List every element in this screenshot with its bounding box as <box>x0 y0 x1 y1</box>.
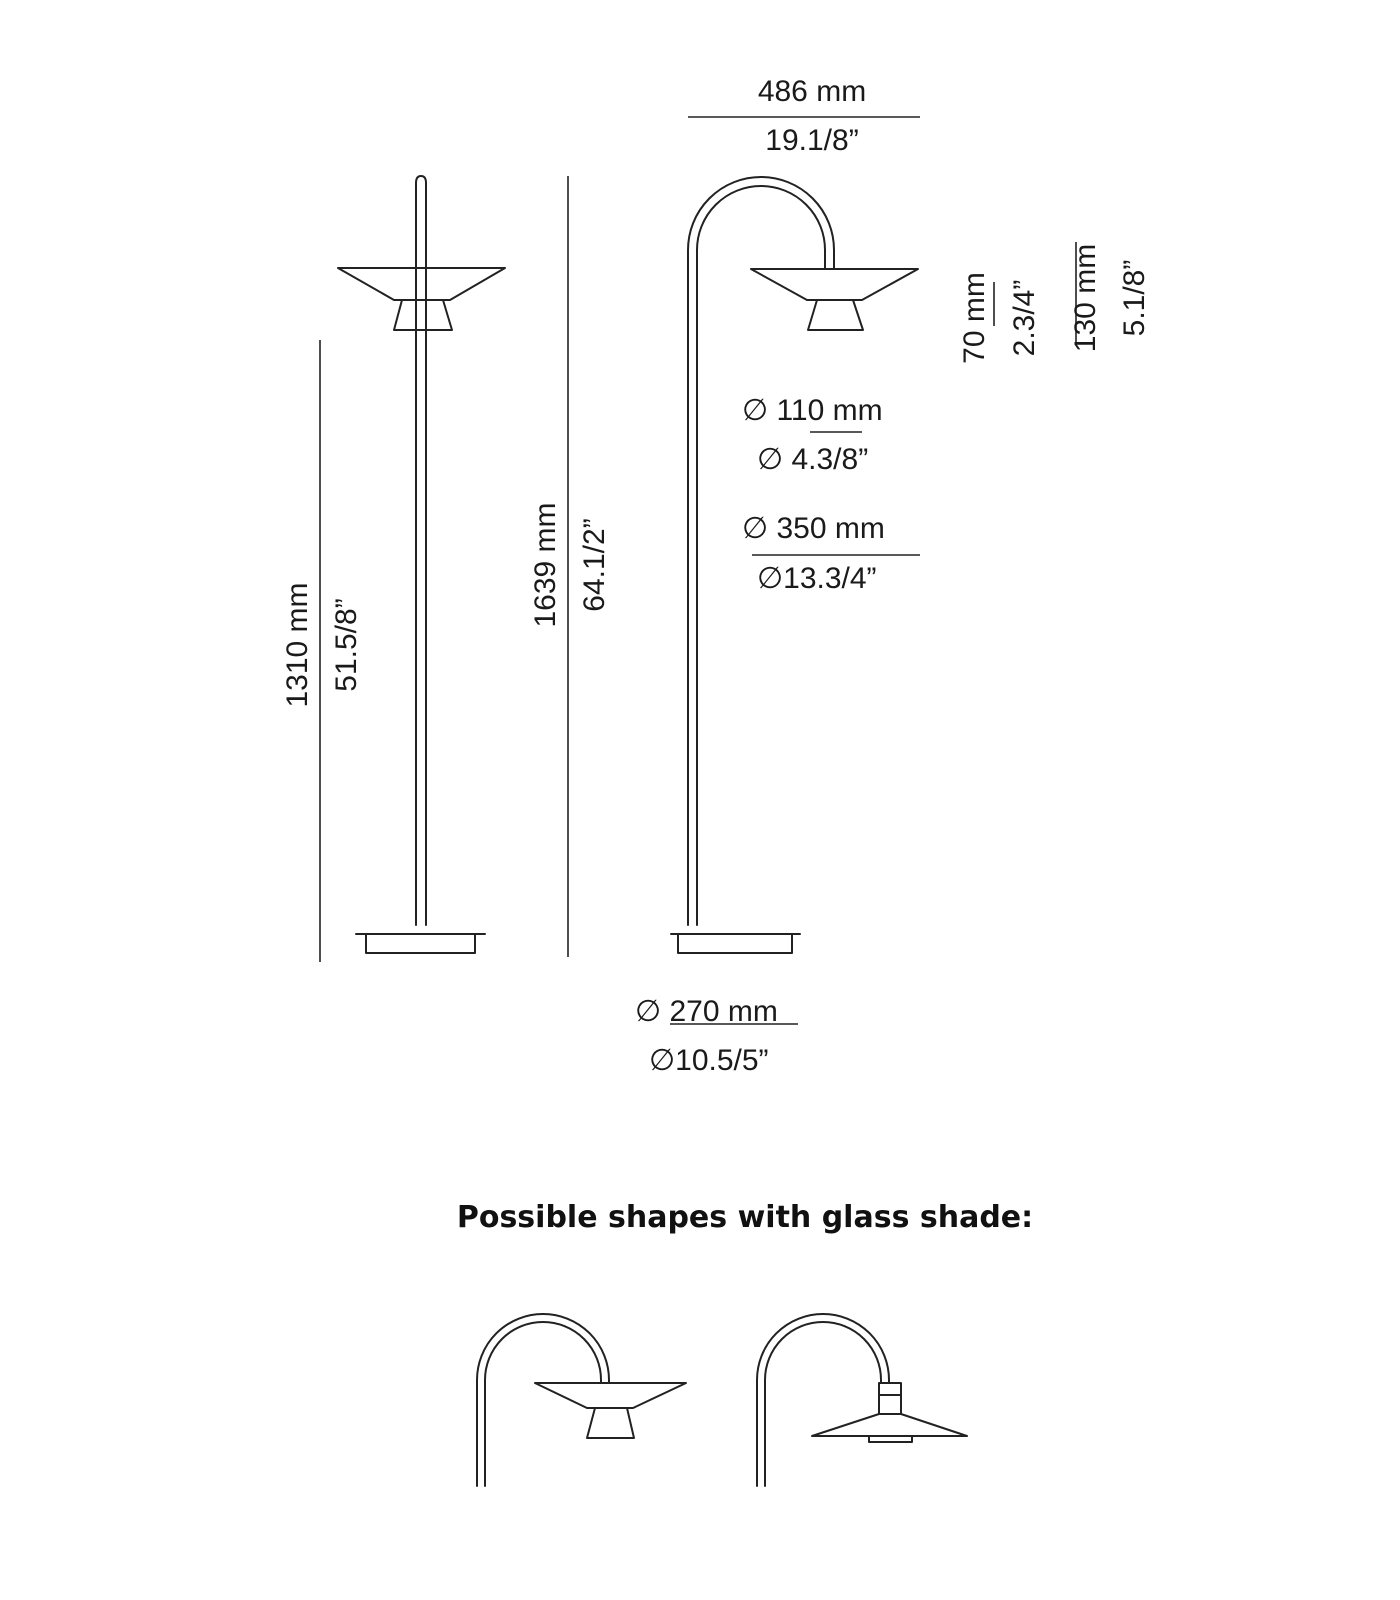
flat-shade-diffuser <box>869 1436 912 1442</box>
front-view-base <box>356 934 485 953</box>
total-height-inch: 64.1/2” <box>578 518 611 612</box>
straight-height-mm: 1310 mm <box>281 582 314 708</box>
arm-width-mm: 486 mm <box>757 75 867 108</box>
total-height-mm: 1639 mm <box>529 502 562 628</box>
front-view-lamp <box>338 176 505 953</box>
side-view-shade <box>751 269 918 300</box>
shade-diameter-inch: ∅13.3/4” <box>757 562 877 595</box>
shapes-section-title: Possible shapes with glass shade: <box>456 1200 1034 1235</box>
side-view-diffuser <box>808 300 863 330</box>
side-view-arch-outer <box>688 177 834 925</box>
shape-option-conical <box>477 1314 686 1486</box>
head-height-mm: 130 mm <box>1069 243 1102 353</box>
shade-height-mm: 70 mm <box>958 272 991 364</box>
diffuser-diameter-mm: ∅ 110 mm <box>742 394 883 427</box>
arm-width-inch: 19.1/8” <box>765 124 859 157</box>
shade-diameter-mm: ∅ 350 mm <box>742 512 885 545</box>
conical-diffuser <box>587 1408 634 1438</box>
flat-shade-cap <box>879 1383 901 1395</box>
front-view-pole <box>416 176 426 925</box>
flat-shade-collar <box>879 1395 901 1414</box>
shade-height-inch: 2.3/4” <box>1008 279 1041 357</box>
diffuser-diameter-inch: ∅ 4.3/8” <box>757 443 869 476</box>
flat-glass-shade <box>812 1414 967 1436</box>
head-height-inch: 5.1/8” <box>1118 259 1151 337</box>
shape-option-flat <box>757 1314 967 1486</box>
base-diameter-mm: ∅ 270 mm <box>635 995 778 1028</box>
base-diameter-inch: ∅10.5/5” <box>649 1044 769 1077</box>
front-view-diffuser <box>394 300 452 330</box>
conical-glass-shade <box>535 1383 686 1408</box>
straight-height-inch: 51.5/8” <box>330 598 363 692</box>
front-view-shade <box>338 268 505 300</box>
side-view-base <box>671 934 800 953</box>
